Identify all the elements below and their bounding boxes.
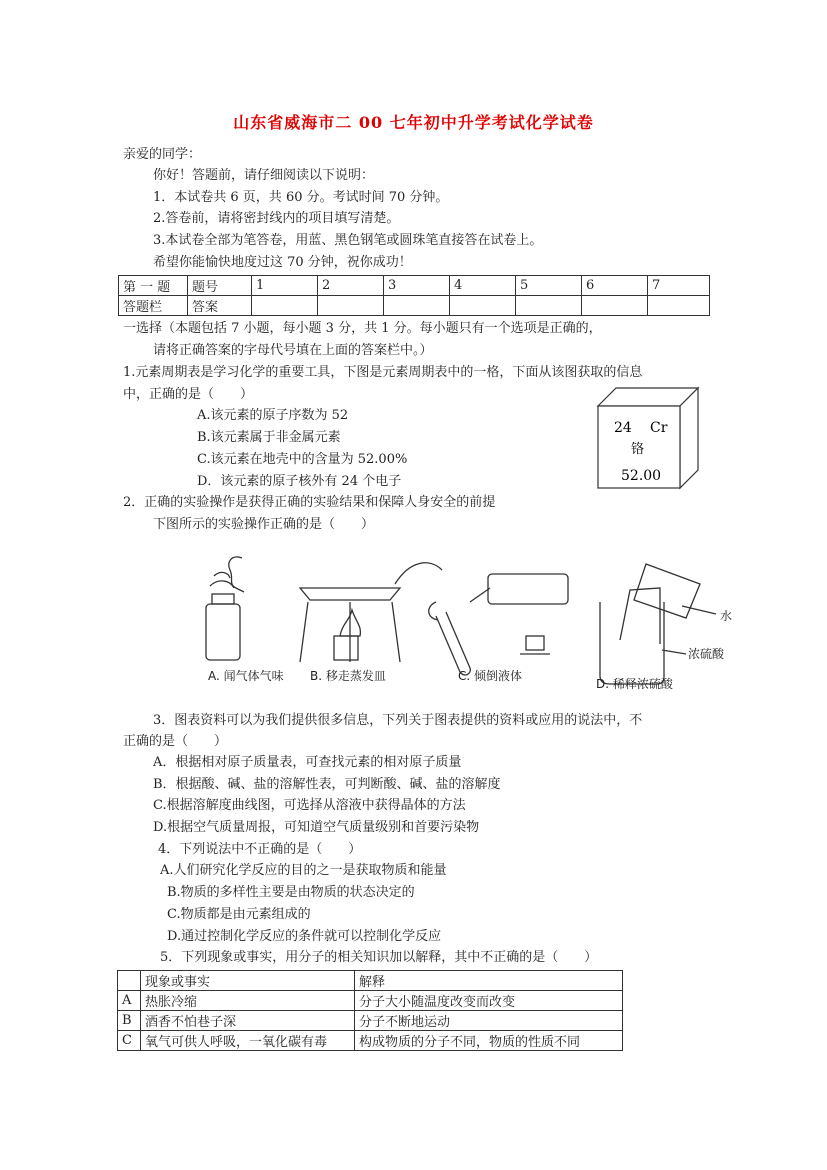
answer-table-cell: 6 xyxy=(582,276,648,296)
caption-c: C. 倾倒液体 xyxy=(458,669,523,683)
caption-a: A. 闻气体气味 xyxy=(208,669,284,683)
q2-stem-cont: 下图所示的实验操作正确的是（ ） xyxy=(153,517,375,532)
q3-stem-cont: 正确的是（ ） xyxy=(123,734,228,749)
answer-cell-5[interactable] xyxy=(516,296,582,316)
table-cell: 分子大小随温度改变而改变 xyxy=(355,991,623,1011)
q3-option-b: B．根据酸、碱、盐的溶解性表，可判断酸、碱、盐的溶解度 xyxy=(153,777,501,792)
q4-option-d: D.通过控制化学反应的条件就可以控制化学反应 xyxy=(167,929,442,944)
table-cell: A xyxy=(118,991,141,1011)
answer-table-row xyxy=(119,296,710,316)
answer-table-cell: 1 xyxy=(252,276,318,296)
answer-table-cell: 3 xyxy=(384,276,450,296)
table-row xyxy=(118,991,623,1011)
q1-stem: 1.元素周期表是学习化学的重要工具，下图是元素周期表中的一格，下面从该图获取的信息 xyxy=(123,365,643,380)
answer-table-cell: 7 xyxy=(648,276,710,296)
wish-line: 希望你能愉快地度过这 70 分钟，祝你成功！ xyxy=(153,255,412,270)
lab-operations-figure xyxy=(190,540,750,700)
rule-2: 2.答卷前，请将密封线内的项目填写清楚。 xyxy=(153,211,400,226)
answer-table-cell: 5 xyxy=(516,276,582,296)
table-cell: 解释 xyxy=(355,971,623,991)
table-cell: 酒香不怕巷子深 xyxy=(141,1011,355,1031)
answer-cell-7[interactable] xyxy=(648,296,710,316)
q4-option-c: C.物质都是由元素组成的 xyxy=(167,907,311,922)
table-row xyxy=(118,971,623,991)
answer-table-row xyxy=(119,276,710,296)
table-cell: 构成物质的分子不同，物质的性质不同 xyxy=(355,1031,623,1051)
q1-option-d: D．该元素的原子核外有 24 个电子 xyxy=(197,474,402,489)
table-cell: B xyxy=(118,1011,141,1031)
table-cell: 分子不断地运动 xyxy=(355,1011,623,1031)
q5-table xyxy=(117,970,623,1051)
q3-stem: 3．图表资料可以为我们提供很多信息，下列关于图表提供的资料或应用的说法中，不 xyxy=(153,713,643,728)
label-water: 水 xyxy=(720,609,733,623)
q1-option-c: C.该元素在地壳中的含量为 52.00% xyxy=(197,452,408,467)
rule-1: 1．本试卷共 6 页，共 60 分。考试时间 70 分钟。 xyxy=(153,190,449,205)
hello-line: 你好！答题前，请仔细阅读以下说明： xyxy=(153,168,375,183)
atomic-number: 24 xyxy=(614,420,632,436)
q1-option-a: A.该元素的原子序数为 52 xyxy=(197,408,349,423)
table-cell: 热胀冷缩 xyxy=(141,991,355,1011)
caption-d: D. 稀释浓硫酸 xyxy=(596,677,673,691)
q4-option-b: B.物质的多样性主要是由物质的状态决定的 xyxy=(167,885,415,900)
table-row xyxy=(118,1011,623,1031)
q1-option-b: B.该元素属于非金属元素 xyxy=(197,430,341,445)
q4-option-a: A.人们研究化学反应的目的之一是获取物质和能量 xyxy=(160,863,447,878)
answer-table-cell: 2 xyxy=(318,276,384,296)
pour-liquid-illustration xyxy=(429,574,568,675)
q3-option-c: C.根据溶解度曲线图，可选择从溶液中获得晶体的方法 xyxy=(153,798,466,813)
q3-option-a: A．根据相对原子质量表，可查找元素的相对原子质量 xyxy=(153,755,462,770)
answer-table-cell: 4 xyxy=(450,276,516,296)
rule-3: 3.本试卷全部为笔答卷，用蓝、黑色钢笔或圆珠笔直接答在试卷上。 xyxy=(153,233,543,248)
element-name: 铬 xyxy=(631,442,645,457)
answer-cell-4[interactable] xyxy=(450,296,516,316)
table-cell: 氧气可供人呼吸，一氧化碳有毒 xyxy=(141,1031,355,1051)
answer-cell-6[interactable] xyxy=(582,296,648,316)
answer-cell-2[interactable] xyxy=(318,296,384,316)
caption-b: B. 移走蒸发皿 xyxy=(310,669,386,683)
answer-table-cell: 题号 xyxy=(188,276,252,296)
q4-stem: 4．下列说法中不正确的是（ ） xyxy=(158,842,362,857)
q1-stem-cont: 中，正确的是（ ） xyxy=(123,387,254,402)
periodic-table-cell xyxy=(590,382,706,494)
element-symbol: Cr xyxy=(650,420,668,436)
dilute-acid-illustration xyxy=(600,564,716,684)
q5-stem: 5．下列现象或事实，用分子的相关知识加以解释，其中不正确的是（ ） xyxy=(160,950,598,965)
answer-cell-1[interactable] xyxy=(252,296,318,316)
greeting: 亲爱的同学： xyxy=(123,147,202,162)
q3-option-d: D.根据空气质量周报，可知道空气质量级别和首要污染物 xyxy=(153,820,480,835)
evaporation-illustration xyxy=(300,563,442,662)
answer-table-cell: 第 一 题 xyxy=(119,276,188,296)
smell-gas-illustration xyxy=(206,557,244,660)
table-cell: C xyxy=(118,1031,141,1051)
answer-cell-3[interactable] xyxy=(384,296,450,316)
page-title: 山东省威海市二 00 七年初中升学考试化学试卷 xyxy=(233,113,594,132)
section-1-header: 一选择（本题包括 7 小题，每小题 3 分，共 1 分。每小题只有一个选项是正确的， xyxy=(123,321,602,336)
atomic-mass: 52.00 xyxy=(621,468,662,484)
table-row xyxy=(118,1031,623,1051)
answer-table xyxy=(118,275,710,316)
q2-stem: 2．正确的实验操作是获得正确的实验结果和保障人身安全的前提 xyxy=(123,495,496,510)
label-acid: 浓硫酸 xyxy=(688,647,725,661)
answer-table-cell: 答题栏 xyxy=(119,296,188,316)
answer-table-cell: 答案 xyxy=(188,296,252,316)
section-1-instruction: 请将正确答案的字母代号填在上面的答案栏中。） xyxy=(153,343,433,358)
table-cell xyxy=(118,971,141,991)
table-cell: 现象或事实 xyxy=(141,971,355,991)
